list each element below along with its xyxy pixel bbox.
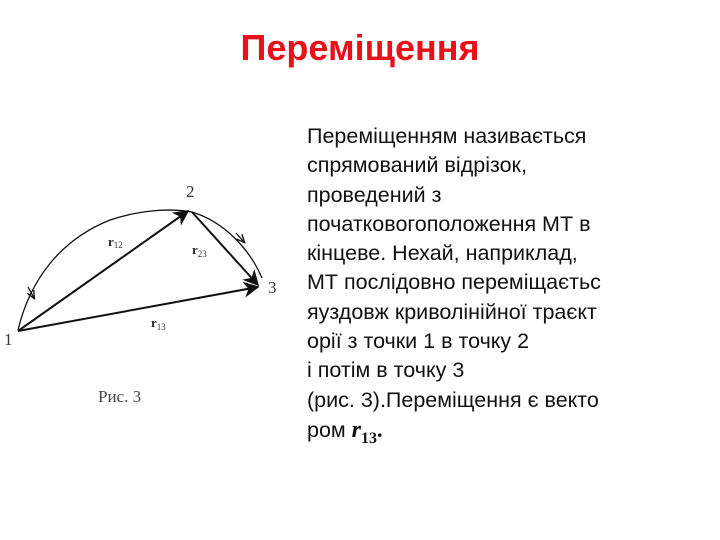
paragraph-line: МТ послідовно переміщаєтьс — [307, 270, 601, 295]
paragraph-line: (рис. 3).Переміщення є векто — [307, 387, 599, 412]
last-line-text: ром — [307, 417, 352, 442]
point-label-2: 2 — [186, 182, 195, 201]
paragraph-line: яуздовж криволінійної траєкт — [307, 299, 597, 324]
definition-paragraph — [307, 122, 712, 447]
point-label-1: 1 — [4, 330, 13, 349]
vector-label-r23: $r_{23}$ — [192, 242, 207, 259]
sentence-period: . — [377, 416, 383, 442]
paragraph-line: орії з точки 1 в точку 2 — [307, 329, 530, 354]
displacement-diagram — [0, 170, 300, 420]
vector-label-r12: r12 — [108, 234, 123, 250]
paragraph-line: Переміщенням називається — [307, 124, 587, 148]
paragraph-last-line — [307, 415, 712, 447]
vector-r13 — [18, 287, 258, 331]
paragraph-line: початковогоположення МТ в — [307, 211, 591, 236]
paragraph-line: проведений з — [307, 182, 442, 207]
vector-label-r13: $r_{13}$ — [151, 315, 166, 332]
trajectory-curve — [18, 210, 262, 330]
slide-title: Переміщення — [240, 27, 480, 68]
paragraph-line: спрямований відрізок, — [307, 153, 527, 178]
figure-caption: Рис. 3 — [98, 387, 142, 406]
paragraph-line: кінцеве. Нехай, наприклад, — [307, 241, 578, 266]
paragraph-line: і потім в точку 3 — [307, 358, 465, 383]
vector-symbol: r — [351, 416, 362, 443]
vector-subscript: 13 — [361, 429, 378, 447]
point-label-3: 3 — [268, 278, 277, 297]
